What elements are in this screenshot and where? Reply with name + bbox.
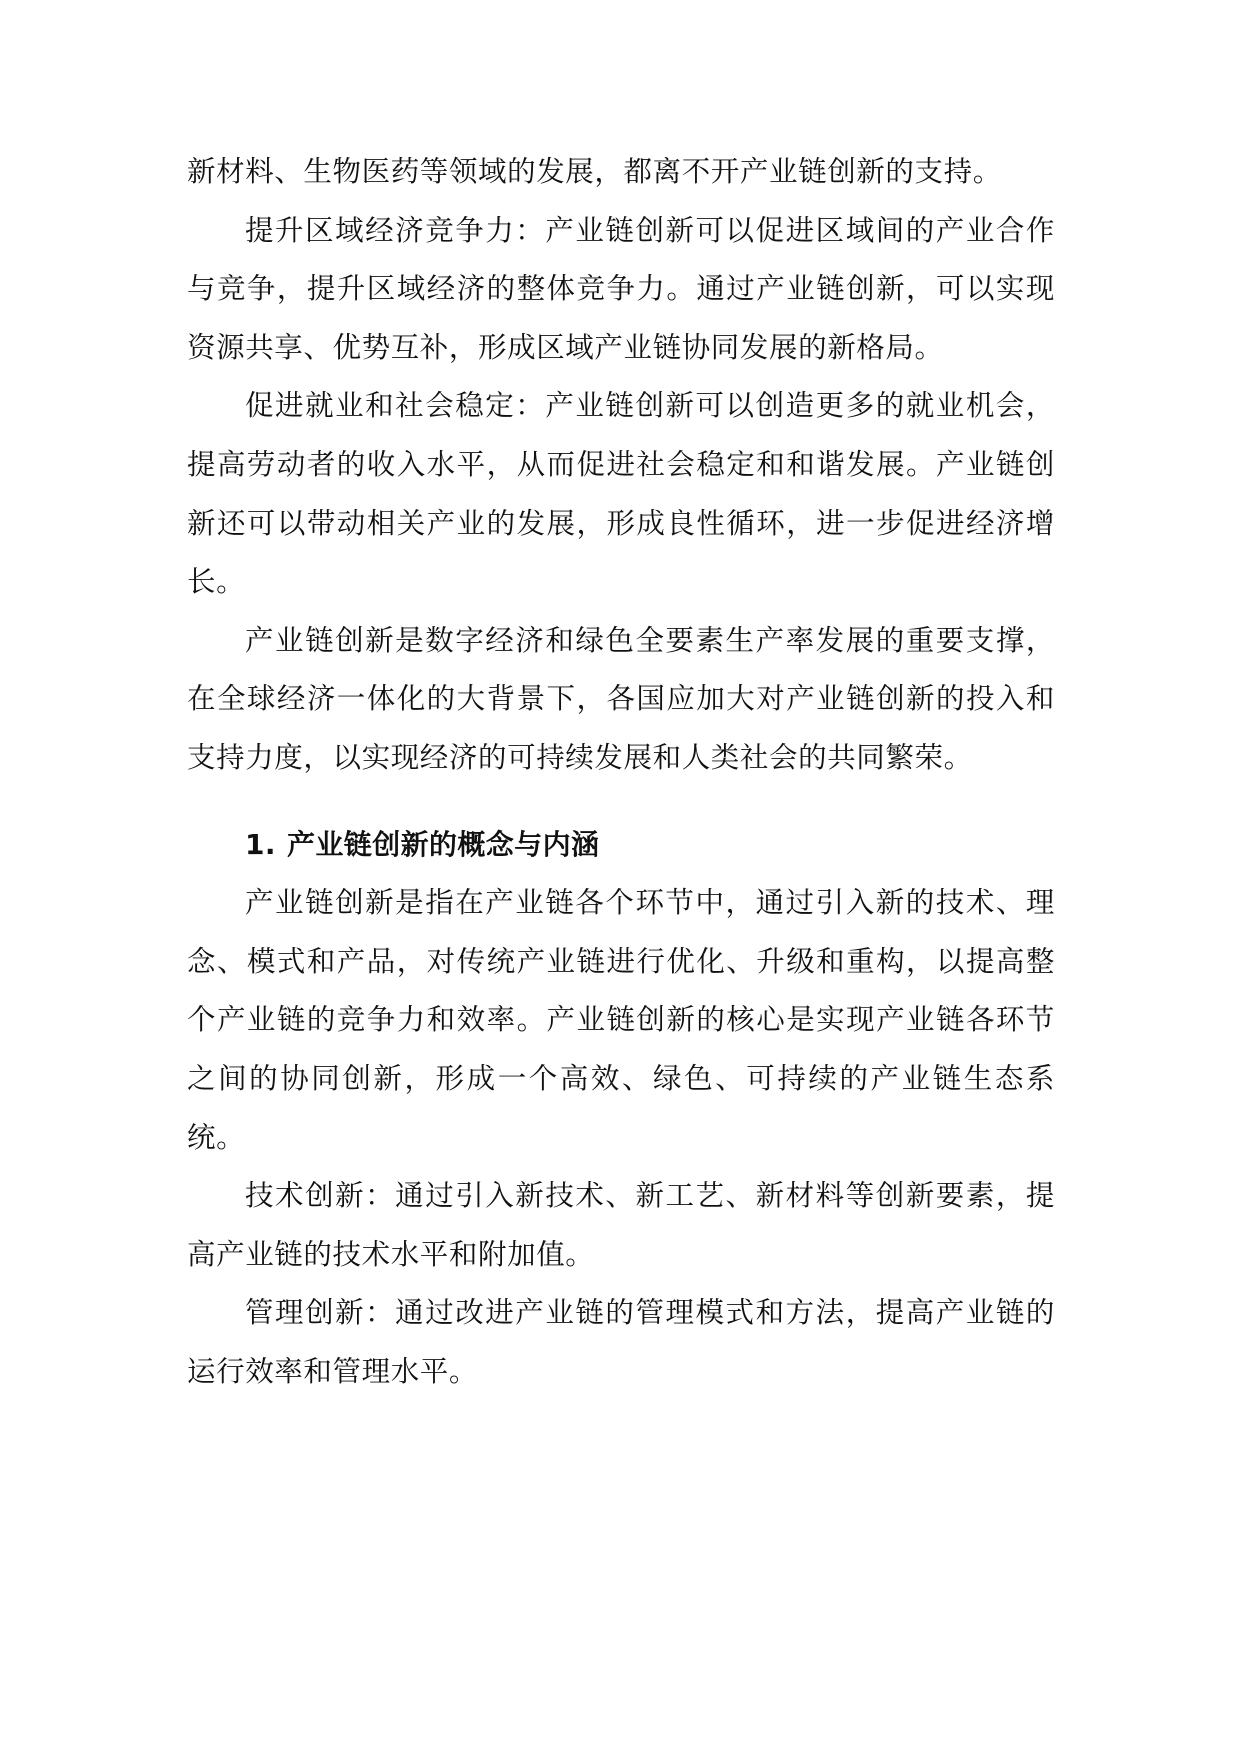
paragraph-employment-stability: 促进就业和社会稳定：产业链创新可以创造更多的就业机会，提高劳动者的收入水平，从而促进社会稳定和和谐发展。产业链创新还可以带动相关产业的发展，形成良性循环，进一步促进经济增长。 [187,389,1055,599]
paragraph-definition: 产业链创新是指在产业链各个环节中，通过引入新的技术、理念、模式和产品，对传统产业链进行优化、升级和重构，以提高整个产业链的竞争力和效率。产业链创新的核心是实现产业链各环节之间的协同创新，形成一个高效、绿色、可持续的产业链生态系统。 [187,886,1055,1154]
paragraph-regional-competitiveness: 提升区域经济竞争力：产业链创新可以促进区域间的产业合作与竞争，提升区域经济的整体竞争力。通过产业链创新，可以实现资源共享、优势互补，形成区域产业链协同发展的新格局。 [187,213,1055,364]
section-number: 1. [245,827,276,861]
paragraph-continuation: 新材料、生物医药等领域的发展，都离不开产业链创新的支持。 [187,155,1002,188]
section-heading [187,816,1055,875]
paragraph-technology-innovation: 技术创新：通过引入新技术、新工艺、新材料等创新要素，提高产业链的技术水平和附加值。 [187,1179,1055,1271]
paragraph-management-innovation: 管理创新：通过改进产业链的管理模式和方法，提高产业链的运行效率和管理水平。 [187,1296,1055,1388]
section-title: 产业链创新的概念与内涵 [287,827,600,861]
document-body [187,143,1055,1401]
paragraph-summary: 产业链创新是数字经济和绿色全要素生产率发展的重要支撑，在全球经济一体化的大背景下，各国应加大对产业链创新的投入和支持力度，以实现经济的可持续发展和人类社会的共同繁荣。 [187,623,1055,774]
